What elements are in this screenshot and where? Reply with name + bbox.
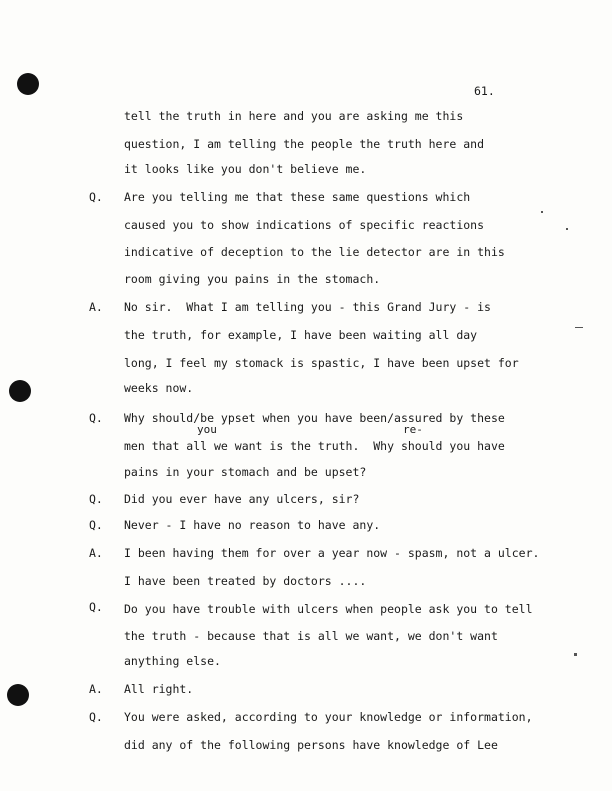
- speaker-label: Q.: [89, 492, 103, 506]
- transcript-line: No sir. What I am telling you - this Grand Jury - is: [124, 300, 491, 314]
- binder-hole-bottom: [7, 684, 29, 706]
- speaker-label: A.: [89, 300, 103, 314]
- transcript-line: the truth, for example, I have been waiting all day: [124, 328, 478, 342]
- interlinear-insertion: you: [197, 423, 217, 436]
- transcript-line: I have been treated by doctors ....: [124, 574, 367, 588]
- page-number: 61.: [474, 84, 495, 98]
- speaker-label: Q.: [89, 710, 103, 724]
- transcript-line: Why should/be ypset when you have been/assured by these: [124, 411, 505, 425]
- transcript-line: room giving you pains in the stomach.: [124, 272, 381, 286]
- transcript-line: Never - I have no reason to have any.: [124, 518, 381, 532]
- transcript-line: Do you have trouble with ulcers when people ask you to tell: [124, 602, 533, 616]
- transcript-line: indicative of deception to the lie detector are in this: [124, 245, 505, 259]
- speaker-label: Q.: [89, 600, 103, 614]
- scan-speck: [566, 228, 568, 230]
- transcript-line: weeks now.: [124, 381, 194, 395]
- binder-hole-middle: [9, 380, 31, 402]
- scan-speck: [541, 211, 543, 213]
- speaker-label: A.: [89, 546, 103, 560]
- transcript-line: pains in your stomach and be upset?: [124, 465, 367, 479]
- speaker-label: Q.: [89, 190, 103, 204]
- binder-hole-top: [17, 73, 39, 95]
- speaker-label: Q.: [89, 518, 103, 532]
- transcript-line: I been having them for over a year now - spasm, not a ulcer.: [124, 546, 540, 560]
- transcript-line: it looks like you don't believe me.: [124, 162, 367, 176]
- transcript-line: tell the truth in here and you are asking me this: [124, 109, 464, 123]
- transcript-line: the truth - because that is all we want, we don't want: [124, 629, 498, 643]
- scan-speck: [575, 327, 583, 328]
- transcript-line: You were asked, according to your knowledge or information,: [124, 710, 533, 724]
- transcript-line: Did you ever have any ulcers, sir?: [124, 492, 360, 506]
- transcript-line: caused you to show indications of specific reactions: [124, 218, 485, 232]
- speaker-label: A.: [89, 682, 103, 696]
- transcript-line: men that all we want is the truth. Why should you have: [124, 439, 505, 453]
- interlinear-insertion: re-: [403, 423, 423, 436]
- transcript-line: Are you telling me that these same questions which: [124, 190, 471, 204]
- speaker-label: Q.: [89, 411, 103, 425]
- transcript-line: long, I feel my stomack is spastic, I have been upset for: [124, 356, 519, 370]
- transcript-line: All right.: [124, 682, 194, 696]
- scan-speck: [574, 653, 577, 656]
- transcript-line: question, I am telling the people the truth here and: [124, 137, 485, 151]
- transcript-line: anything else.: [124, 654, 221, 668]
- transcript-line: did any of the following persons have knowledge of Lee: [124, 738, 498, 752]
